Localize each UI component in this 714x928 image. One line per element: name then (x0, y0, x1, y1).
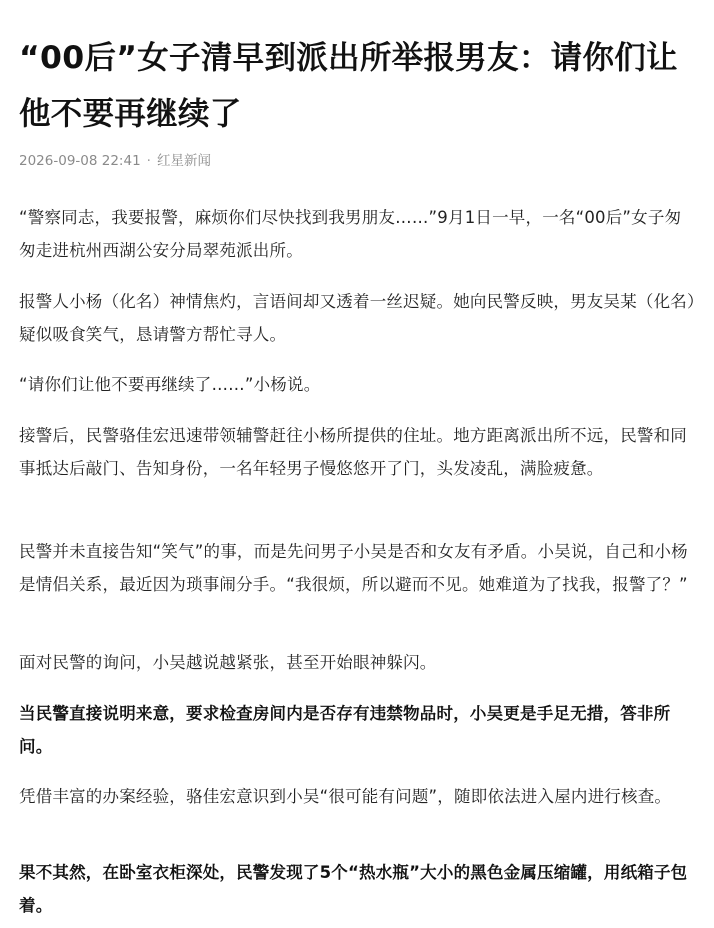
paragraph-2: 报警人小杨（化名）神情焦灼，言语间却又透着一丝迟疑。她向民警反映，男友吴某（化名）疑似吸食笑气，恳请警方帮忙寻人。 (19, 292, 696, 344)
paragraph-8: 凭借丰富的办案经验，骆佳宏意识到小吴“很可能有问题”，随即依法进入屋内进行核查。 (19, 787, 672, 806)
paragraph-5: 民警并未直接告知“笑气”的事，而是先问男子小吴是否和女友有矛盾。小吴说，自己和小杨是情侣关系，最近因为琐事闹分手。“我很烦，所以避而不见。她难道为了找我，报警了？” (19, 542, 688, 594)
article-meta (19, 150, 211, 172)
paragraph-6: 面对民警的询问，小吴越说越紧张，甚至开始眼神躲闪。 (19, 653, 437, 672)
paragraph-9-bold: 果不其然，在卧室衣柜深处，民警发现了5个“热水瓶”大小的黑色金属压缩罐，用纸箱子包着。 (19, 863, 688, 915)
paragraph-3: “请你们让他不要再继续了……”小杨说。 (19, 375, 321, 394)
paragraph-4: 接警后，民警骆佳宏迅速带领辅警赶往小杨所提供的住址。地方距离派出所不远，民警和同事抵达后敲门、告知身份，一名年轻男子慢悠悠开了门，头发凌乱，满脸疲惫。 (19, 426, 687, 478)
paragraph-1: “警察同志，我要报警，麻烦你们尽快找到我男朋友……”9月1日一早，一名“00后”女子匆匆走进杭州西湖公安分局翠苑派出所。 (19, 208, 682, 260)
article-title: “00后”女子清早到派出所举报男友：请你们让他不要再继续了 (19, 40, 678, 132)
paragraph-7-bold: 当民警直接说明来意，要求检查房间内是否存有违禁物品时，小吴更是手足无措，答非所问。 (19, 704, 671, 756)
publish-date: 2026-09-08 22:41 (19, 153, 141, 169)
meta-separator: · (146, 153, 151, 169)
source-name: 红星新闻 (156, 153, 211, 169)
